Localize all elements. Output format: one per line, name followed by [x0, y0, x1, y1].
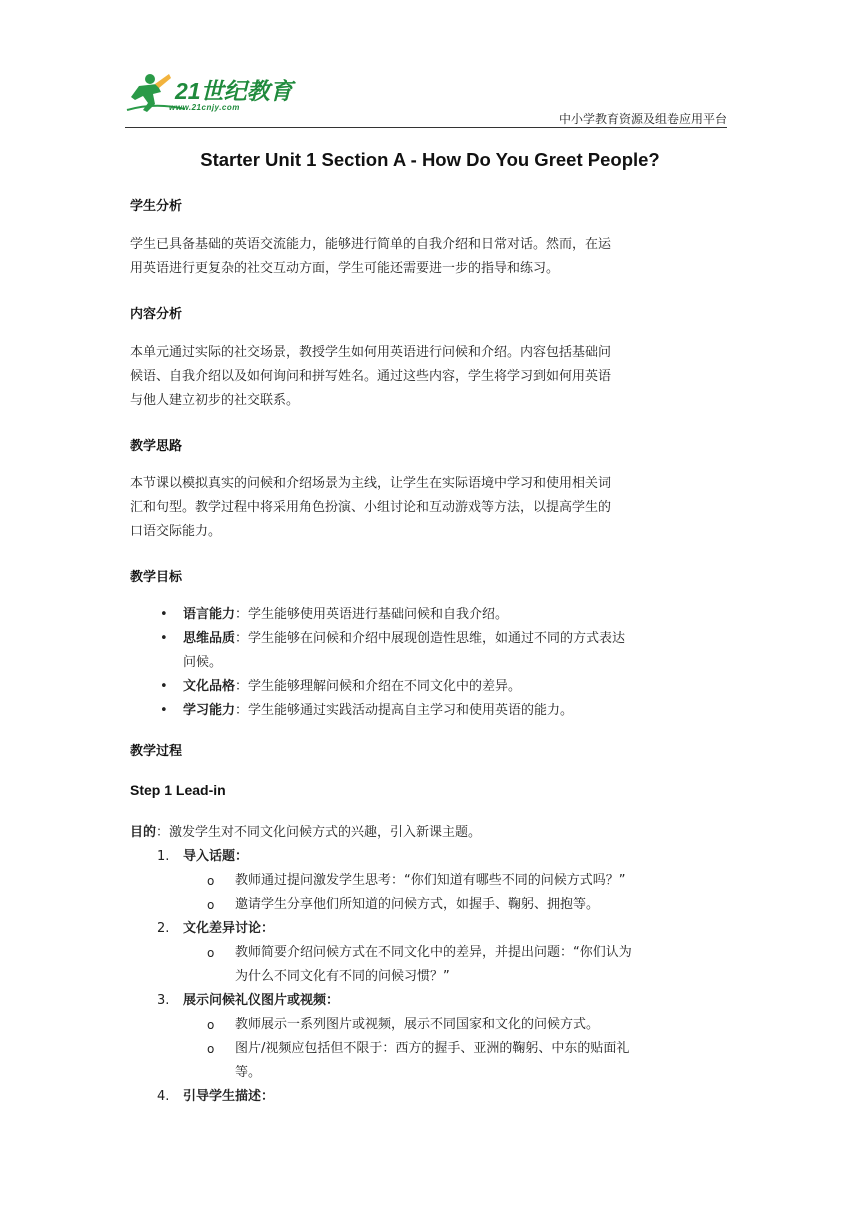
sub-item: [207, 869, 728, 893]
goal-label: 思维品质: [183, 631, 236, 646]
teaching-idea-paragraph: [130, 472, 728, 544]
item-number: 4.: [157, 1089, 170, 1104]
item-number: 1.: [157, 849, 170, 864]
circle-bullet-icon: o: [207, 898, 215, 912]
sub-item-text: 教师通过提问激发学生思考：“你们知道有哪些不同的问候方式吗？”: [235, 873, 626, 888]
item-label: 文化差异讨论：: [183, 921, 275, 936]
sub-item-text: 教师展示一系列图片或视频，展示不同国家和文化的问候方式。: [235, 1017, 600, 1032]
goal-item: [160, 699, 728, 723]
sub-item: [207, 941, 728, 989]
process-item: [157, 1085, 728, 1109]
step-heading: Step 1 Lead-in: [130, 782, 226, 798]
item-label: 展示问候礼仪图片或视频：: [183, 993, 340, 1008]
goal-text: ：学生能够理解问候和介绍在不同文化中的差异。: [235, 679, 522, 694]
item-label: 导入话题：: [183, 849, 249, 864]
purpose-label: 目的: [130, 825, 157, 840]
paragraph-line: 用英语进行更复杂的社交互动方面，学生可能还需要进一步的指导和练习。: [130, 261, 560, 276]
logo-url: www.21cnjy.com: [169, 103, 240, 112]
sub-item: [207, 893, 728, 917]
section-heading-student-analysis: 学生分析: [130, 199, 183, 214]
section-heading-teaching-process: 教学过程: [130, 744, 183, 759]
process-item: [157, 989, 728, 1013]
goal-label: 学习能力: [183, 703, 236, 718]
paragraph-line: 候语、自我介绍以及如何询问和拼写姓名。通过这些内容，学生将学习到如何用英语: [130, 369, 612, 384]
goal-label: 文化品格: [183, 679, 236, 694]
sub-item-text: 邀请学生分享他们所知道的问候方式，如握手、鞠躬、拥抱等。: [235, 897, 600, 912]
page-header: [125, 68, 727, 128]
paragraph-line: 口语交际能力。: [130, 524, 222, 539]
paragraph-line: 汇和句型。教学过程中将采用角色扮演、小组讨论和互动游戏等方法，以提高学生的: [130, 500, 612, 515]
paragraph-line: 本节课以模拟真实的问候和介绍场景为主线，让学生在实际语境中学习和使用相关词: [130, 476, 612, 491]
purpose-text: ：激发学生对不同文化问候方式的兴趣，引入新课主题。: [156, 825, 482, 840]
sub-item-text: 教师简要介绍问候方式在不同文化中的差异，并提出问题：“你们认为: [235, 945, 632, 960]
circle-bullet-icon: o: [207, 946, 215, 960]
sub-item: [207, 1013, 728, 1037]
process-item: [157, 917, 728, 941]
sub-item-text: 图片/视频应包括但不限于：西方的握手、亚洲的鞠躬、中东的贴面礼: [235, 1041, 630, 1056]
section-heading-content-analysis: 内容分析: [130, 307, 183, 322]
logo-text: 21世纪教育: [175, 78, 293, 104]
goal-item: [160, 603, 728, 627]
circle-bullet-icon: o: [207, 1042, 215, 1056]
bullet-icon: •: [160, 679, 168, 694]
goal-text: ：学生能够通过实践活动提高自主学习和使用英语的能力。: [235, 703, 574, 718]
student-analysis-paragraph: [130, 233, 728, 281]
goal-text: ：学生能够在问候和介绍中展现创造性思维，如通过不同的方式表达: [235, 631, 626, 646]
paragraph-line: 学生已具备基础的英语交流能力，能够进行简单的自我介绍和日常对话。然而，在运: [130, 237, 612, 252]
content-analysis-paragraph: [130, 341, 728, 413]
purpose-line: [130, 821, 728, 845]
sub-item-text-cont: 等。: [235, 1065, 262, 1080]
goal-label: 语言能力: [183, 607, 236, 622]
header-divider: [125, 127, 727, 128]
item-label: 引导学生描述：: [183, 1089, 275, 1104]
item-number: 2.: [157, 921, 170, 936]
circle-bullet-icon: o: [207, 1018, 215, 1032]
sub-item: [207, 1037, 728, 1085]
item-number: 3.: [157, 993, 170, 1008]
goal-item: [160, 675, 728, 699]
bullet-icon: •: [160, 631, 168, 646]
paragraph-line: 本单元通过实际的社交场景，教授学生如何用英语进行问候和介绍。内容包括基础问: [130, 345, 612, 360]
platform-name: 中小学教育资源及组卷应用平台: [558, 112, 727, 126]
bullet-icon: •: [160, 703, 168, 718]
process-item: [157, 845, 728, 869]
paragraph-line: 与他人建立初步的社交联系。: [130, 393, 300, 408]
circle-bullet-icon: o: [207, 874, 215, 888]
section-heading-teaching-idea: 教学思路: [130, 439, 183, 454]
goal-text-cont: 问候。: [183, 655, 223, 670]
sub-item-text-cont: 为什么不同文化有不同的问候习惯？”: [235, 969, 450, 984]
goal-item: [160, 627, 728, 675]
goal-text: ：学生能够使用英语进行基础问候和自我介绍。: [235, 607, 509, 622]
section-heading-teaching-goals: 教学目标: [130, 570, 183, 585]
page-title: Starter Unit 1 Section A - How Do You Greet People?: [200, 149, 660, 170]
bullet-icon: •: [160, 607, 168, 622]
